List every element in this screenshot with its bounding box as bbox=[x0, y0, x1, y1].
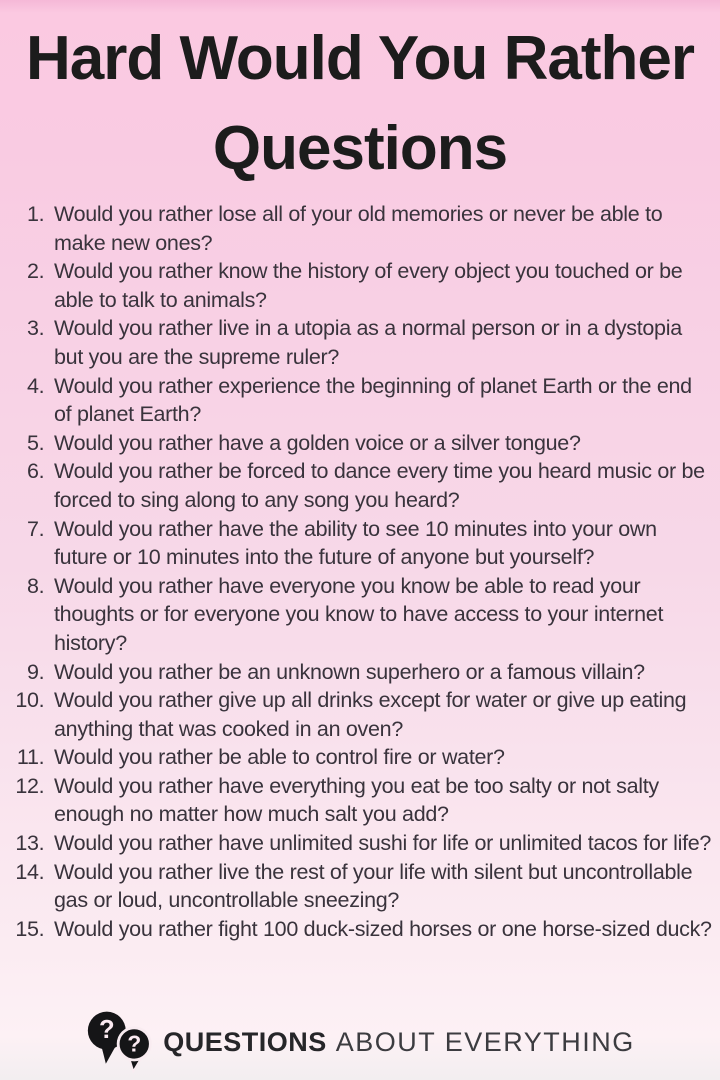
question-item: 12. Would you rather have everything you eat be too salty or not salty enough no matter how much salt you add? bbox=[50, 772, 712, 829]
question-item: 14. Would you rather live the rest of your life with silent but uncontrollable gas or loud, uncontrollable sneezing? bbox=[50, 858, 712, 915]
brand-name-primary: QUESTIONS bbox=[163, 1026, 327, 1057]
poster-title: Hard Would You Rather Questions bbox=[26, 24, 694, 183]
brand-name-secondary: ABOUT EVERYTHING bbox=[335, 1026, 635, 1057]
question-item: 7. Would you rather have the ability to see 10 minutes into your own future or 10 minutes into the future of anyone but yourself? bbox=[50, 515, 712, 572]
speech-bubble-front bbox=[118, 1028, 150, 1072]
question-item: 11. Would you rather be able to control fire or water? bbox=[50, 743, 712, 772]
svg-text:?: ? bbox=[99, 1016, 115, 1045]
question-item: 15. Would you rather fight 100 duck-sized horses or one horse-sized duck? bbox=[50, 915, 712, 944]
question-item: 3. Would you rather live in a utopia as a normal person or in a dystopia but you are the supreme ruler? bbox=[50, 314, 712, 371]
question-item: 9. Would you rather be an unknown superhero or a famous villain? bbox=[50, 658, 712, 687]
question-item: 8. Would you rather have everyone you know be able to read your thoughts or for everyone you know to have access to your internet history? bbox=[50, 572, 712, 658]
svg-text:?: ? bbox=[127, 1030, 142, 1057]
question-item: 10. Would you rather give up all drinks except for water or give up eating anything that was cooked in an oven? bbox=[50, 686, 712, 743]
question-list bbox=[0, 200, 720, 943]
question-item: 6. Would you rather be forced to dance every time you heard music or be forced to sing along to any song you heard? bbox=[50, 457, 712, 514]
question-speech-bubbles-icon bbox=[85, 1010, 157, 1074]
question-item: 1. Would you rather lose all of your old memories or never be able to make new ones? bbox=[50, 200, 712, 257]
question-item: 5. Would you rather have a golden voice or a silver tongue? bbox=[50, 429, 712, 458]
brand-wordmark bbox=[163, 1027, 635, 1058]
question-item: 4. Would you rather experience the beginning of planet Earth or the end of planet Earth? bbox=[50, 372, 712, 429]
brand-footer bbox=[0, 1010, 720, 1074]
question-item: 2. Would you rather know the history of every object you touched or be able to talk to animals? bbox=[50, 257, 712, 314]
question-item: 13. Would you rather have unlimited sushi for life or unlimited tacos for life? bbox=[50, 829, 712, 858]
